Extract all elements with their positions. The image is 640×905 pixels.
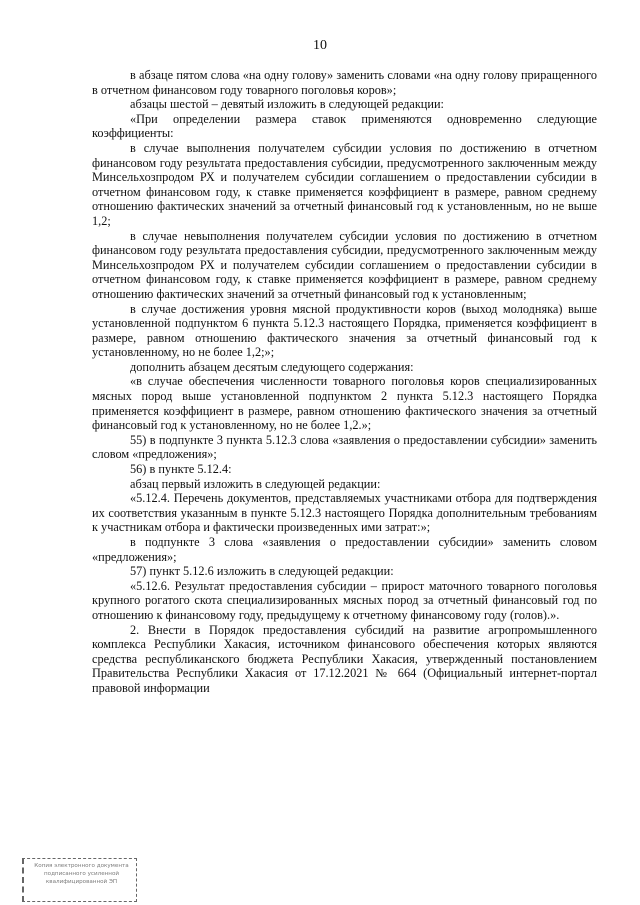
paragraph-12: «5.12.4. Перечень документов, представляемых участниками отбора для подтверждения их соответствия указанным в пункте 5.12.3 настоящего Порядка дополнительным требованиям к участникам отбора и фактически произведенных ими затрат:»; bbox=[92, 491, 597, 535]
stamp-line: Копия электронного документа bbox=[34, 863, 129, 869]
paragraph-8: «в случае обеспечения численности товарного поголовья коров специализированных мясных пород выше установленной подпунктом 2 пункта 5.12.3 настоящего Порядка применяется коэффициент в размере, равном отношению фактического значения за отчетный финансовый год к установленному, но не более 1,2.»; bbox=[92, 374, 597, 433]
electronic-signature-stamp bbox=[22, 858, 137, 902]
page-number: 10 bbox=[313, 38, 327, 53]
stamp-line: подписанного усиленной bbox=[43, 871, 120, 877]
paragraph-13: в подпункте 3 слова «заявления о предоставлении субсидии» заменить словом «предложения»; bbox=[92, 535, 597, 564]
paragraph-10: 56) в пункте 5.12.4: bbox=[130, 462, 232, 477]
paragraph-15: «5.12.6. Результат предоставления субсидии – прирост маточного товарного поголовья крупного рогатого скота специализированных мясных пород за отчетный финансовый год по отношению к финансовому году, предыдущему к отчетному финансовому году (голов).». bbox=[92, 578, 597, 622]
paragraph-14: 57) пункт 5.12.6 изложить в следующей редакции: bbox=[130, 564, 394, 579]
paragraph-7: дополнить абзацем десятым следующего содержания: bbox=[130, 359, 414, 374]
paragraph-5: в случае невыполнения получателем субсидии условия по достижению в отчетном финансовом году результата предоставления субсидии, предусмотренного заключенным между Минсельхозпродом РХ и получателем субсидии соглашением о предоставлении субсидии в отчетном финансовом году, к ставке применяется коэффициент в размере, равном среднему отношению фактических значений за отчетный финансовый год к установленным; bbox=[92, 228, 597, 301]
paragraph-4: в случае выполнения получателем субсидии условия по достижению в отчетном финансовом году результата предоставления субсидии, предусмотренного заключенным между Минсельхозпродом РХ и получателем субсидии соглашением о предоставлении субсидии в отчетном финансовом году, к ставке применяется коэффициент в размере, равном среднему отношению фактических значений за отчетный финансовый год к установленным, но не выше 1,2; bbox=[92, 140, 597, 228]
paragraph-6: в случае достижения уровня мясной продуктивности коров (выход молодняка) выше установленной подпунктом 6 пункта 5.12.3 настоящего Порядка, применяется коэффициент в размере, равном отношению фактического значения за отчетный финансовый год к установленному, но не более 1,2;»; bbox=[92, 301, 597, 360]
paragraph-2: абзацы шестой – девятый изложить в следующей редакции: bbox=[130, 97, 444, 112]
paragraph-1: в абзаце пятом слова «на одну голову» заменить словами «на одну голову приращенного в отчетном финансовом году товарного поголовья коров»; bbox=[92, 68, 597, 97]
paragraph-11: абзац первый изложить в следующей редакции: bbox=[130, 476, 381, 491]
paragraph-3: «При определении размера ставок применяются одновременно следующие коэффициенты: bbox=[92, 111, 597, 141]
stamp-line: квалифицированной ЭП bbox=[45, 879, 118, 885]
paragraph-9: 55) в подпункте 3 пункта 5.12.3 слова «заявления о предоставлении субсидии» заменить словом «предложения»; bbox=[92, 432, 597, 462]
paragraph-16: 2. Внести в Порядок предоставления субсидий на развитие агропромышленного комплекса Республики Хакасия, источником финансового обеспечения которых являются средства республиканского бюджета Республики Хакасия, утвержденный постановлением Правительства Республики Хакасия от 17.12.2021 № 664 (Официальный интернет-портал правовой информации bbox=[92, 622, 597, 695]
document-body bbox=[92, 68, 597, 696]
